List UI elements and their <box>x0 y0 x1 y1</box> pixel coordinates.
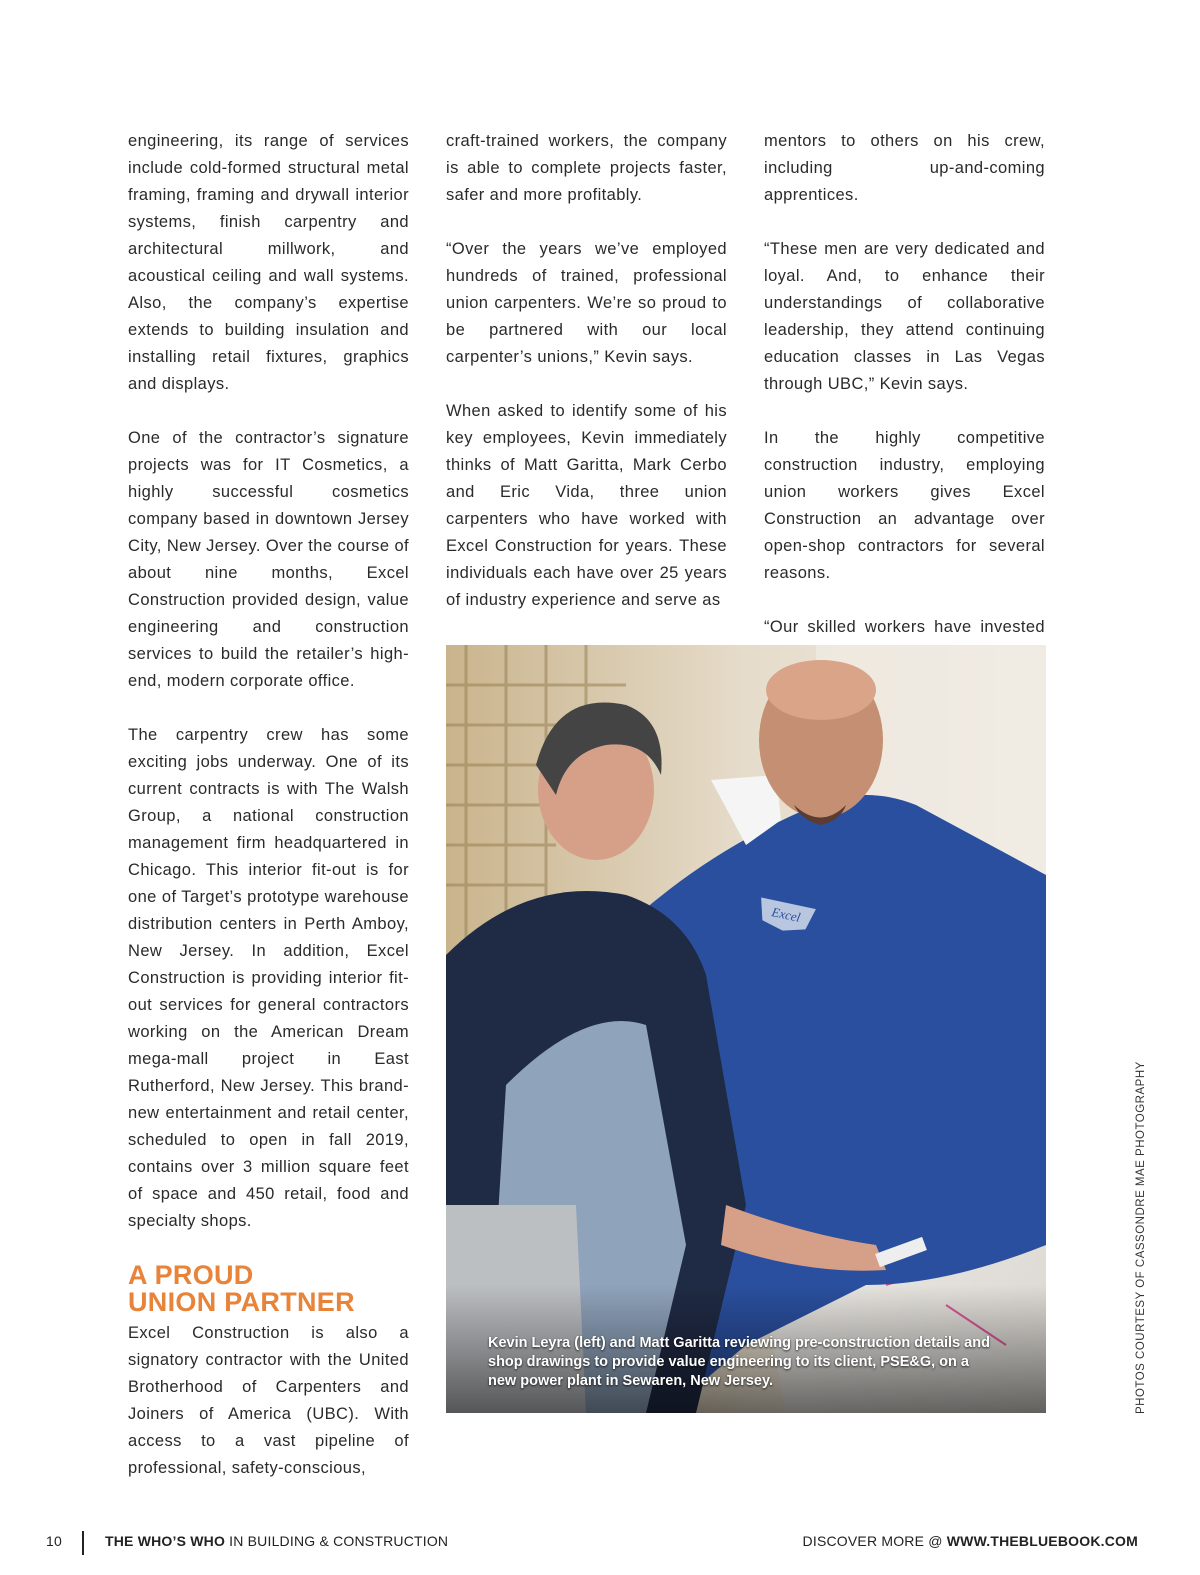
photo-credit: PHOTOS COURTESY OF CASSONDRE MAE PHOTOGRAPHY <box>1135 1061 1147 1414</box>
paragraph: When asked to identify some of his key employees, Kevin immediately thinks of Matt Garitta, Mark Cerbo and Eric Vida, three union carpenters who have worked with Excel Construction for years. These individuals each have over 25 years of industry experience and serve as <box>446 402 727 609</box>
shirt-logo-text: Excel <box>770 904 802 925</box>
photo-illustration <box>446 645 1046 1413</box>
section-heading-line-1: A PROUD <box>128 1260 254 1290</box>
website-link[interactable]: WWW.THEBLUEBOOK.COM <box>946 1533 1138 1549</box>
discover-prefix: DISCOVER MORE @ <box>802 1533 947 1549</box>
publication-name-rest: IN BUILDING & CONSTRUCTION <box>225 1533 449 1549</box>
paragraph: In the highly competitive construction industry, employing union workers gives Excel Construction an advantage over open-shop contractors for several reasons. <box>764 429 1045 582</box>
photo-caption: Kevin Leyra (left) and Matt Garitta reviewing pre-construction details and shop drawings to provide value engineering to its client, PSE&G, on a new power plant in Sewaren, New Jersey. <box>488 1335 990 1389</box>
discover-more <box>803 1533 1138 1549</box>
article-column-1 <box>128 128 409 1482</box>
publication-name <box>105 1533 448 1549</box>
paragraph: “These men are very dedicated and loyal. And, to enhance their understandings of collaborative leadership, they attend continuing education classes in Las Vegas through UBC,” Kevin says. <box>764 240 1045 393</box>
article-column-3 <box>764 128 1045 668</box>
paragraph: One of the contractor’s signature projects was for IT Cosmetics, a highly successful cosmetics company based in downtown Jersey City, New Jersey. Over the course of about nine months, Excel Construction provided design, value engineering and construction services to build the retailer’s high-end, modern corporate office. <box>128 429 409 690</box>
paragraph: engineering, its range of services include cold-formed structural metal framing, framing and drywall interior systems, finish carpentry and architectural millwork, and acoustical ceiling and wall systems. Also, the company’s expertise extends to building insulation and installing retail fixtures, graphics and displays. <box>128 132 409 393</box>
page-number: 10 <box>46 1533 62 1549</box>
feature-photo <box>446 645 1046 1413</box>
paragraph: “Our skilled workers have invested <box>764 618 1045 636</box>
publication-name-bold: THE WHO’S WHO <box>105 1533 226 1549</box>
section-heading-line-2: UNION PARTNER <box>128 1287 355 1317</box>
footer-divider <box>82 1531 84 1555</box>
article-column-2 <box>446 128 727 614</box>
paragraph: Excel Construction is also a signatory contractor with the United Brotherhood of Carpenters and Joiners of America (UBC). With access to a vast pipeline of professional, safety-conscious, <box>128 1324 409 1477</box>
paragraph: craft-trained workers, the company is able to complete projects faster, safer and more profitably. <box>446 132 727 204</box>
section-heading <box>128 1262 409 1316</box>
paragraph: The carpentry crew has some exciting jobs underway. One of its current contracts is with The Walsh Group, a national construction management firm headquartered in Chicago. This interior fit-out is for one of Target’s prototype warehouse distribution centers in Perth Amboy, New Jersey. In addition, Excel Construction is providing interior fit-out services for general contractors working on the American Dream mega-mall project in East Rutherford, New Jersey. This brand-new entertainment and retail center, scheduled to open in fall 2019, contains over 3 million square feet of space and 450 retail, food and specialty shops. <box>128 726 409 1230</box>
paragraph: “Over the years we’ve employed hundreds of trained, professional union carpenters. We’re so proud to be partnered with our local carpenter’s unions,” Kevin says. <box>446 240 727 366</box>
paragraph: mentors to others on his crew, including up-and-coming apprentices. <box>764 132 1045 204</box>
